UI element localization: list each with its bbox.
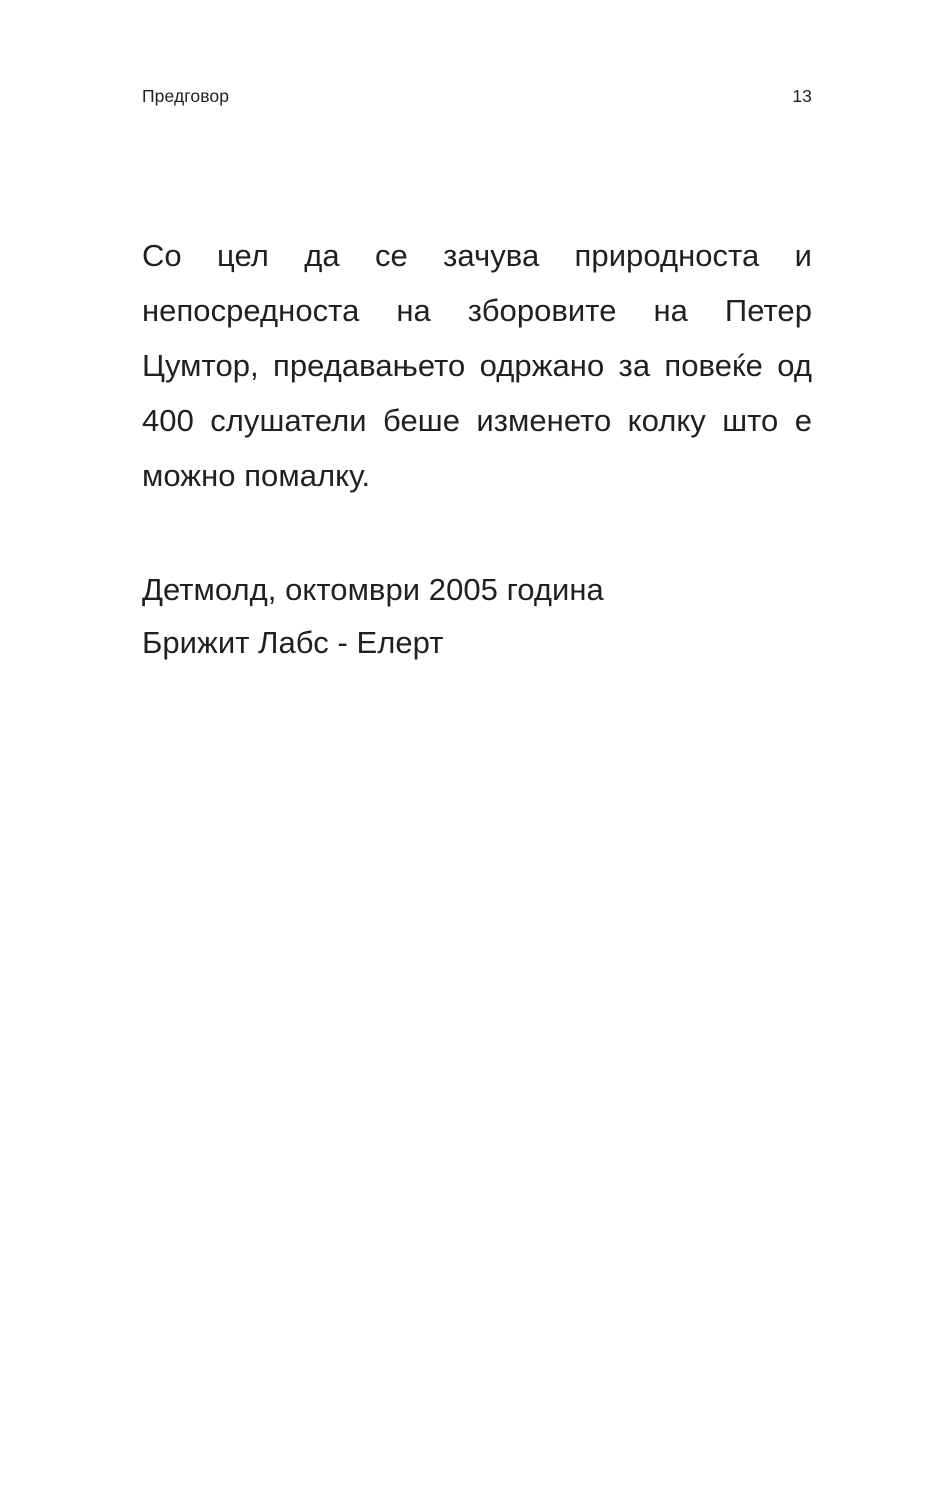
- paragraph-line: непосредноста на зборовите на Петер: [142, 293, 812, 328]
- body-text-block: [142, 228, 812, 503]
- body-paragraph: [142, 228, 812, 503]
- paragraph-line: Цумтор, предавањето одржано за повеќе од: [142, 348, 812, 383]
- running-header-chapter-name: Предговор: [142, 86, 230, 106]
- running-header: [142, 84, 812, 108]
- page-number: 13: [792, 86, 812, 106]
- signature-place-date: Детмолд, октомври 2005 година: [142, 572, 604, 607]
- paragraph-line: Со цел да се зачува природноста и: [142, 238, 812, 273]
- paragraph-line: можно помалку.: [142, 458, 371, 493]
- paragraph-line: 400 слушатели беше изменето колку што е: [142, 403, 812, 438]
- signature-block: [142, 563, 812, 669]
- signature-author: Брижит Лабс - Елерт: [142, 625, 444, 660]
